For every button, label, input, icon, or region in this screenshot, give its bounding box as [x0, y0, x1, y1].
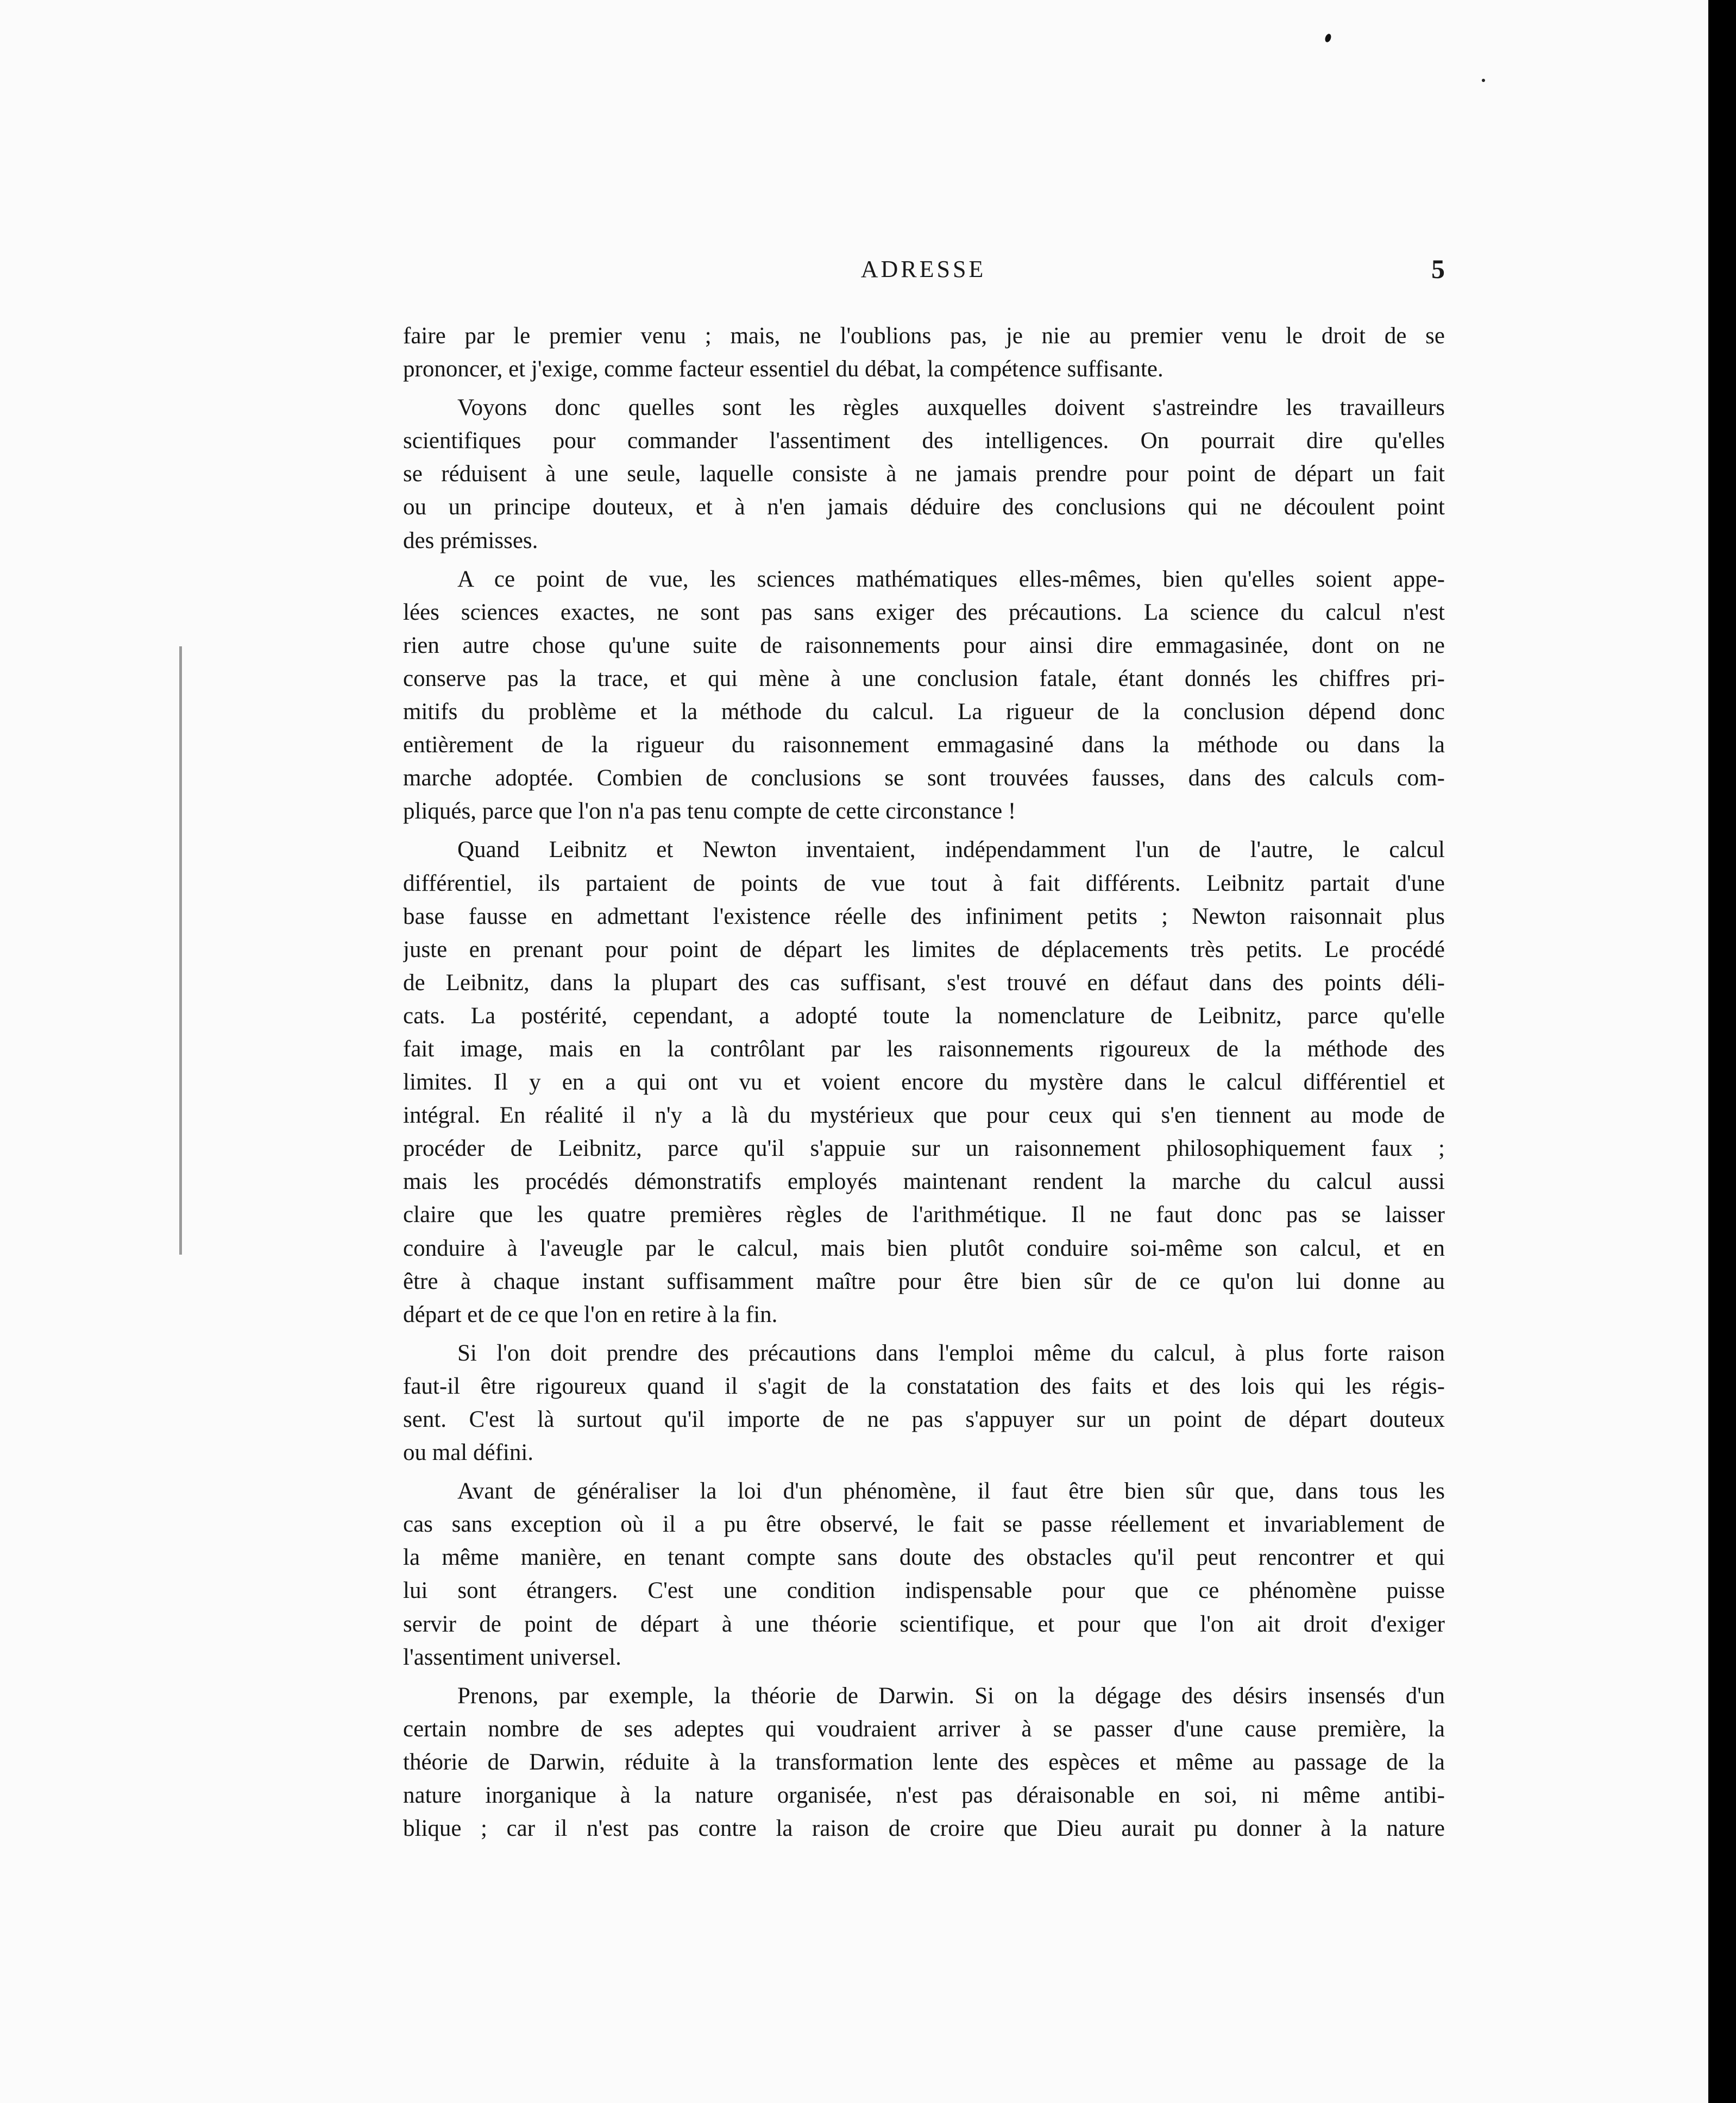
- text-line: sent. C'est là surtout qu'il importe de ne pas s'appuyer sur un point de départ douteux: [403, 1407, 1445, 1432]
- text-line: blique ; car il n'est pas contre la raison de croire que Dieu aurait pu donner à la nature: [403, 1816, 1445, 1842]
- paragraph-gap: [403, 386, 1445, 391]
- paragraph-gap: [403, 828, 1445, 833]
- text-line: théorie de Darwin, réduite à la transformation lente des espèces et même au passage de la: [403, 1749, 1445, 1775]
- text-line: Prenons, par exemple, la théorie de Darwin. Si on la dégage des désirs insensés d'un: [457, 1683, 1445, 1709]
- text-line: fait image, mais en la contrôlant par les raisonnements rigoureux de la méthode des: [403, 1036, 1445, 1062]
- text-line: claire que les quatre premières règles de l'arithmétique. Il ne faut donc pas se laisser: [403, 1202, 1445, 1228]
- text-line: Si l'on doit prendre des précautions dans l'emploi même du calcul, à plus forte raison: [457, 1340, 1445, 1366]
- text-line: rien autre chose qu'une suite de raisonnements pour ainsi dire emmagasinée, dont on ne: [403, 632, 1445, 658]
- running-title: ADRESSE: [860, 256, 986, 282]
- paragraph-gap: [403, 557, 1445, 563]
- paragraph-gap: [403, 1469, 1445, 1475]
- paragraph-gap: [403, 1331, 1445, 1337]
- text-line: départ et de ce que l'on en retire à la fin.: [403, 1301, 778, 1327]
- text-line: nature inorganique à la nature organisée, n'est pas déraisonable en soi, ni même antibi-: [403, 1783, 1445, 1809]
- text-line: des prémisses.: [403, 527, 538, 553]
- text-line: intégral. En réalité il n'y a là du mystérieux que pour ceux qui s'en tiennent au mode de: [403, 1103, 1445, 1129]
- text-line: conserve pas la trace, et qui mène à une conclusion fatale, étant donnés les chiffres pri-: [403, 665, 1445, 691]
- text-line: lui sont étrangers. C'est une condition indispensable pour que ce phénomène puisse: [403, 1578, 1445, 1604]
- text-line: cats. La postérité, cependant, a adopté toute la nomenclature de Leibnitz, parce qu'elle: [403, 1003, 1445, 1029]
- text-line: lées sciences exactes, ne sont pas sans exiger des précautions. La science du calcul n'est: [403, 599, 1445, 625]
- text-line: ou un principe douteux, et à n'en jamais déduire des conclusions qui ne découlent point: [403, 494, 1445, 520]
- paragraph-gap: [403, 1674, 1445, 1679]
- text-line: procéder de Leibnitz, parce qu'il s'appuie sur un raisonnement philosophiquement faux ;: [403, 1136, 1445, 1162]
- running-head: [402, 255, 1445, 293]
- text-line: Quand Leibnitz et Newton inventaient, indépendamment l'un de l'autre, le calcul: [457, 837, 1445, 863]
- text-line: limites. Il y en a qui ont vu et voient encore du mystère dans le calcul différentiel et: [403, 1069, 1445, 1095]
- text-line: cas sans exception où il a pu être observé, le fait se passe réellement et invariablement de: [403, 1512, 1445, 1538]
- text-line: prononcer, et j'exige, comme facteur essentiel du débat, la compétence suffisante.: [403, 356, 1163, 382]
- text-line: se réduisent à une seule, laquelle consiste à ne jamais prendre pour point de départ un fait: [403, 461, 1445, 487]
- text-line: faut-il être rigoureux quand il s'agit de la constatation des faits et des lois qui les régis-: [403, 1373, 1445, 1399]
- text-line: entièrement de la rigueur du raisonnement emmagasiné dans la méthode ou dans la: [403, 732, 1445, 758]
- text-line: marche adoptée. Combien de conclusions se sont trouvées fausses, dans des calculs com-: [403, 765, 1445, 791]
- text-line: conduire à l'aveugle par le calcul, mais bien plutôt conduire soi-même son calcul, et en: [403, 1235, 1445, 1261]
- scan-speck: [1324, 33, 1332, 43]
- text-line: être à chaque instant suffisamment maître pour être bien sûr de ce qu'on lui donne au: [403, 1268, 1445, 1294]
- text-line: base fausse en admettant l'existence réelle des infiniment petits ; Newton raisonnait plus: [403, 903, 1445, 929]
- text-line: Voyons donc quelles sont les règles auxquelles doivent s'astreindre les travailleurs: [457, 395, 1445, 421]
- text-line: Avant de généraliser la loi d'un phénomène, il faut être bien sûr que, dans tous les: [457, 1478, 1445, 1504]
- text-line: la même manière, en tenant compte sans doute des obstacles qu'il peut rencontrer et qui: [403, 1545, 1445, 1571]
- text-line: scientifiques pour commander l'assentiment des intelligences. On pourrait dire qu'elles: [403, 428, 1445, 454]
- text-line: juste en prenant pour point de départ les limites de déplacements très petits. Le procédé: [403, 936, 1445, 962]
- page-number: 5: [1431, 254, 1445, 284]
- text-line: mais les procédés démonstratifs employés maintenant rendent la marche du calcul aussi: [403, 1169, 1445, 1195]
- text-line: faire par le premier venu ; mais, ne l'oublions pas, je nie au premier venu le droit de se: [403, 323, 1445, 349]
- text-line: l'assentiment universel.: [403, 1644, 621, 1670]
- text-line: de Leibnitz, dans la plupart des cas suffisant, s'est trouvé en défaut dans des points déli-: [403, 969, 1445, 996]
- text-line: ou mal défini.: [403, 1440, 534, 1466]
- text-line: certain nombre de ses adeptes qui voudraient arriver à se passer d'une cause première, la: [403, 1716, 1445, 1742]
- text-line: A ce point de vue, les sciences mathématiques elles-mêmes, bien qu'elles soient appe-: [457, 566, 1445, 592]
- scan-speck: [1482, 79, 1485, 82]
- scan-border: [1708, 0, 1736, 2103]
- body-text: [403, 319, 1445, 1845]
- text-line: différentiel, ils partaient de points de vue tout à fait différents. Leibnitz partait d'une: [403, 870, 1445, 896]
- text-line: mitifs du problème et la méthode du calcul. La rigueur de la conclusion dépend donc: [403, 699, 1445, 725]
- text-line: servir de point de départ à une théorie scientifique, et pour que l'on ait droit d'exiger: [403, 1611, 1445, 1637]
- text-line: pliqués, parce que l'on n'a pas tenu compte de cette circonstance !: [403, 798, 1016, 824]
- binding-edge-line: [179, 646, 182, 1255]
